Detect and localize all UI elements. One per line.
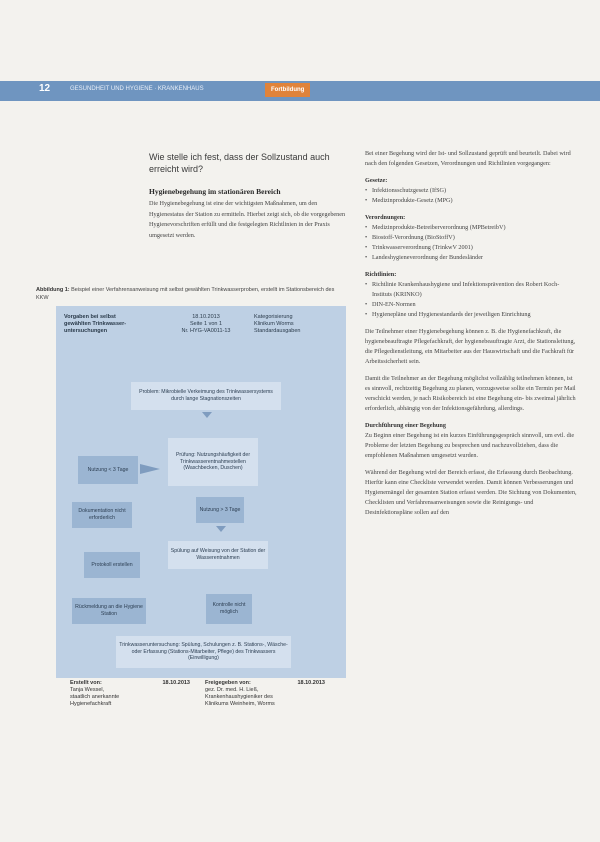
box-rueckmeldung: Rückmeldung an die Hygiene Station xyxy=(72,598,146,624)
list-item: • Richtlinie Krankenhaushygiene und Infektionsprävention des Robert Koch-Instituts (KRINKO) xyxy=(365,280,577,300)
arrow-down-icon xyxy=(202,412,212,418)
box-problem: Problem: Mikrobielle Verkeimung des Trinkwassersystems durch lange Stagnationszeiten xyxy=(131,382,281,410)
figure-caption-text: Beispiel einer Verfahrensanweisung mit selbst gewählten Trinkwasserproben, erstellt im Stationsbereich des KKW xyxy=(36,287,335,301)
signature-label: Erstellt von: xyxy=(70,680,102,686)
paragraph: Während der Begehung wird der Bereich erfasst, die Erfassung durch Beobachtung. Hierfür kann eine Checkliste verwendet werden. Damit können Verbesserungen und Hygienemängel der gesamten Station erfasst werden. Die Sichtung von Dokumenten, Checklisten und Verfahrensanweisungen sowie die Reinigungs- und Desinfektionspläne sollen auf den xyxy=(365,469,577,516)
list-item: • Trinkwasserverordnung (TrinkwV 2001) xyxy=(365,243,577,253)
section-heading: Durchführung einer Begehung xyxy=(365,422,446,429)
header-line: 18.10.2013 xyxy=(192,314,220,320)
doc-header-left xyxy=(64,314,154,335)
list-item: • DIN-EN-Normen xyxy=(365,300,577,310)
header-line: Seite 1 von 1 xyxy=(189,321,223,327)
list-item: • Medizinprodukte-Gesetz (MPG) xyxy=(365,196,577,206)
doc-header-right xyxy=(254,314,340,335)
flowchart-figure xyxy=(56,306,346,678)
header-line: Standardausgaben xyxy=(254,328,301,334)
header-line: Vorgaben bei selbst xyxy=(64,314,116,320)
list-item: • Biostoff-Verordnung (BioStoffV) xyxy=(365,233,577,243)
signature-line: Tanja Wessel, xyxy=(70,687,105,693)
signature-approved xyxy=(205,680,325,708)
signature-line: gez. Dr. med. H. Ließ, xyxy=(205,687,259,693)
signature-line: Klinikums Weinheim, Worms xyxy=(205,701,275,707)
header-line: Nr. HYG-VA0011-13 xyxy=(181,328,231,334)
box-nutzung-2: Nutzung > 3 Tage xyxy=(196,497,244,523)
header-line: gewählten Trinkwasser- xyxy=(64,321,127,327)
header-line: untersuchungen xyxy=(64,328,108,334)
signature-created xyxy=(70,680,190,708)
box-ok: Dokumentation nicht erforderlich xyxy=(72,502,132,528)
list-item: • Landeshygieneverordnung der Bundesländer xyxy=(365,253,577,263)
page-number: 12 xyxy=(39,83,51,94)
paragraph: Zu Beginn einer Begehung ist ein kurzes Einführungsgespräch sinnvoll, um evtl. die Probleme der letzten Begehung zu besprechen und nachzuvollziehen, dass die empfohlenen Maßnahmen umgesetzt wurden. xyxy=(365,432,575,459)
regs-heading: Verordnungen: xyxy=(365,214,406,221)
list-item: • Infektionsschutzgesetz (IfSG) xyxy=(365,186,577,196)
doc-header-middle xyxy=(166,314,246,335)
paragraph: Die Teilnehmer einer Hygienebegehung können z. B. die Hygienefachkraft, die hygienebeauftragte Pflegefachkraft, der hygienebeauftragte Arzt, die Stationsleitung, die Pflegedienstleitung, ein Mitarbeiter aus der Hauswirtschaft und die Fachkraft für Arbeitssicherheit sein. xyxy=(365,328,576,365)
list-item: • Medizinprodukte-Betreiberverordnung (MPBetreibV) xyxy=(365,223,577,233)
box-kontrolle: Kontrolle nicht möglich xyxy=(206,594,252,624)
paragraph: Bei einer Begehung wird der Ist- und Sollzustand geprüft und beurteilt. Dabei wird nach den folgenden Gesetzen, Verordnungen und Richtlinien vorgegangen: xyxy=(365,150,571,167)
header-line: Kategorisierung xyxy=(254,314,293,320)
box-protokoll: Protokoll erstellen xyxy=(84,552,140,578)
box-spuelung: Spülung auf Weisung von der Station der Wasserentnahmen xyxy=(168,541,268,569)
guides-list xyxy=(365,280,577,320)
signature-line: staatlich anerkannte xyxy=(70,694,120,700)
header-line: Klinikum Worms xyxy=(254,321,294,327)
box-bottom: Trinkwasseruntersuchung: Spülung, Schulungen z. B. Stations-, Wäsche- oder Erfassung (Stations-Mitarbeiter, Pflege) des Trinkwassers (Einwilligung) xyxy=(116,636,291,668)
section-tag: Fortbildung xyxy=(265,83,310,97)
regs-list xyxy=(365,223,577,263)
intro-paragraph: Die Hygienebegehung ist eine der wichtigsten Maßnahmen, um den Hygienestatus der Station zu ermitteln. Hierbei zeigt sich, ob die vorgegebenen Hygienevorschriften erfüllt und die festgelegten Richtlinien in der Praxis umgesetzt werden. xyxy=(149,200,346,239)
box-pruefung: Prüfung: Nutzungshäufigkeit der Trinkwasserentnahmestellen (Waschbecken, Duschen) xyxy=(168,438,258,486)
figure-label: Abbildung 1: xyxy=(36,287,70,293)
guides-heading: Richtlinien: xyxy=(365,271,397,278)
signature-line: Krankenhaushygieniker des xyxy=(205,694,273,700)
arrow-down-icon xyxy=(216,526,226,532)
lead-question: Wie stelle ich fest, dass der Sollzustand auch erreicht wird? xyxy=(149,152,330,174)
signature-label: Freigegeben von: xyxy=(205,680,251,686)
running-title: GESUNDHEIT UND HYGIENE · KRANKENHAUS xyxy=(70,86,204,92)
signature-line: Hygienefachkraft xyxy=(70,701,112,707)
laws-list xyxy=(365,186,577,206)
figure-caption xyxy=(36,287,336,302)
signature-date: 18.10.2013 xyxy=(162,680,190,686)
right-column xyxy=(365,149,577,525)
paragraph: Damit die Teilnehmer an der Begehung möglichst vollzählig teilnehmen können, ist es sinnvoll, rechtzeitig Begehung zu planen, vorzugsweise sollte ein Termin per Mail verschickt werden, je nach Risikobereich ist eine Begehung ein- bis zweimal jährlich erforderlich, abhängig von der Infektionsgefährdung, allerdings. xyxy=(365,375,576,412)
subheading: Hygienebegehung im stationären Bereich xyxy=(149,187,281,196)
signature-date: 18.10.2013 xyxy=(297,680,325,686)
arrow-right-icon xyxy=(140,464,160,474)
laws-heading: Gesetze: xyxy=(365,177,388,184)
list-item: • Hygienepläne und Hygienestandards der jeweiligen Einrichtung xyxy=(365,310,577,320)
box-nutzung: Nutzung < 3 Tage xyxy=(78,456,138,484)
